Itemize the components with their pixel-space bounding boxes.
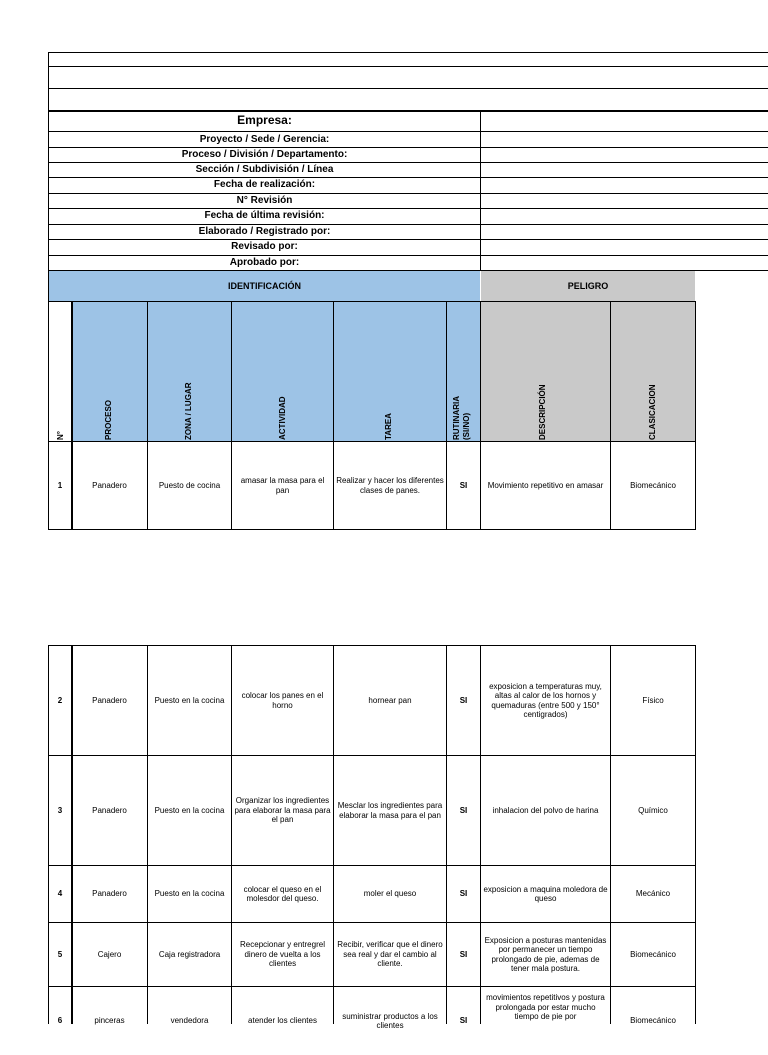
- cell-zona: Puesto en la cocina: [154, 889, 225, 899]
- cell-clasificacion: Biomecánico: [630, 480, 676, 490]
- cell-proceso: Cajero: [97, 949, 122, 959]
- cell-descripcion: exposicion a maquina moledora de queso: [483, 884, 608, 903]
- field-aprobado: Aprobado por:: [229, 257, 300, 268]
- cell-clasificacion: Químico: [638, 805, 668, 815]
- cell-tarea: Mesclar los ingredientes para elaborar la masa para el pan: [337, 801, 443, 820]
- cell-tarea: Recibir, verificar que el dinero sea real y dar el cambio al cliente.: [337, 940, 443, 969]
- field-elaborado: Elaborado / Registrado por:: [198, 226, 331, 237]
- field-proceso: Proceso / División / Departamento:: [181, 149, 348, 160]
- col-header-zona: ZONA / LUGAR: [184, 382, 193, 440]
- cell-clasificacion: Mecánico: [635, 889, 671, 899]
- cell-actividad: Organizar los ingredientes para elaborar la masa para el pan: [234, 796, 331, 825]
- cell-actividad: amasar la masa para el pan: [240, 476, 325, 495]
- field-seccion: Sección / Subdivisión / Línea: [195, 164, 334, 175]
- field-n-revision: N° Revisión: [236, 195, 293, 206]
- cell-proceso: pinceras: [94, 1016, 125, 1026]
- cell-zona: Puesto en la cocina: [154, 805, 225, 815]
- identificacion-band: IDENTIFICACIÓN: [49, 271, 480, 301]
- row-number: 1: [57, 480, 63, 490]
- cell-descripcion: movimientos repetitivos y postura prolongada por estar mucho tiempo de pie por: [486, 993, 605, 1021]
- cell-clasificacion: Físico: [642, 695, 664, 705]
- cell-tarea: hornear pan: [368, 695, 412, 705]
- col-header-rutinaria-sino: (SI/NO): [462, 412, 471, 440]
- row-number: 6: [57, 1016, 63, 1026]
- cell-zona: Puesto de cocina: [158, 480, 221, 490]
- row-number: 2: [57, 695, 63, 705]
- field-revisado: Revisado por:: [231, 241, 298, 252]
- row-number: 5: [57, 949, 63, 959]
- col-header-proceso: PROCESO: [104, 399, 113, 440]
- cell-descripcion: Exposicion a posturas mantenidas por permanecer un tiempo prolongado de pie, ademas de tener mala postura.: [484, 935, 607, 973]
- field-proyecto: Proyecto / Sede / Gerencia:: [199, 134, 330, 145]
- cell-proceso: Panadero: [92, 480, 127, 490]
- empresa-label: Empresa:: [237, 113, 292, 127]
- peligro-band: PELIGRO: [481, 271, 695, 301]
- field-fecha-realizacion: Fecha de realización:: [213, 179, 316, 190]
- cell-zona: Puesto en la cocina: [154, 695, 225, 705]
- cell-clasificacion: Biomecánico: [630, 1016, 676, 1026]
- cell-actividad: atender los clientes: [248, 1016, 317, 1026]
- cell-clasificacion: Biomecánico: [630, 949, 676, 959]
- cell-descripcion: Movimiento repetitivo en amasar: [487, 480, 604, 490]
- cell-rutinaria: SI: [459, 480, 468, 490]
- cell-tarea: moler el queso: [363, 889, 417, 899]
- cell-tarea: Realizar y hacer los diferentes clases de panes.: [336, 476, 444, 495]
- col-header-actividad: ACTIVIDAD: [278, 396, 287, 440]
- cell-actividad: Recepcionar y entregrel dinero de vuelta a los clientes: [240, 940, 325, 969]
- cell-rutinaria: SI: [459, 1016, 468, 1026]
- cell-rutinaria: SI: [459, 695, 468, 705]
- row-number: 3: [57, 805, 63, 815]
- col-header-tarea: TAREA: [384, 413, 393, 440]
- cell-proceso: Panadero: [92, 805, 127, 815]
- cell-descripcion: inhalacion del polvo de harina: [492, 805, 599, 815]
- cell-proceso: Panadero: [92, 695, 127, 705]
- col-header-rutinaria: RUTINARIA: [452, 396, 461, 440]
- cell-zona: vendedora: [170, 1016, 209, 1026]
- cell-rutinaria: SI: [459, 889, 468, 899]
- col-header-n: N°: [56, 431, 65, 440]
- cell-descripcion: exposicion a temperaturas muy, altas al calor de los hornos y quemaduras (entre 500 y 150° centigrados): [489, 681, 602, 719]
- col-header-descripcion: DESCRIPCIÓN: [538, 384, 547, 440]
- cell-tarea: suministrar productos a los clientes: [342, 1011, 438, 1030]
- cell-actividad: colocar los panes en el horno: [241, 691, 324, 710]
- cell-actividad: colocar el queso en el molesdor del queso.: [243, 884, 322, 903]
- cell-zona: Caja registradora: [158, 949, 221, 959]
- cell-rutinaria: SI: [459, 949, 468, 959]
- cell-proceso: Panadero: [92, 889, 127, 899]
- field-fecha-ultima-revision: Fecha de última revisión:: [204, 210, 325, 221]
- cell-rutinaria: SI: [459, 805, 468, 815]
- col-header-clasificacion: CLASICACION: [648, 384, 657, 440]
- row-number: 4: [57, 889, 63, 899]
